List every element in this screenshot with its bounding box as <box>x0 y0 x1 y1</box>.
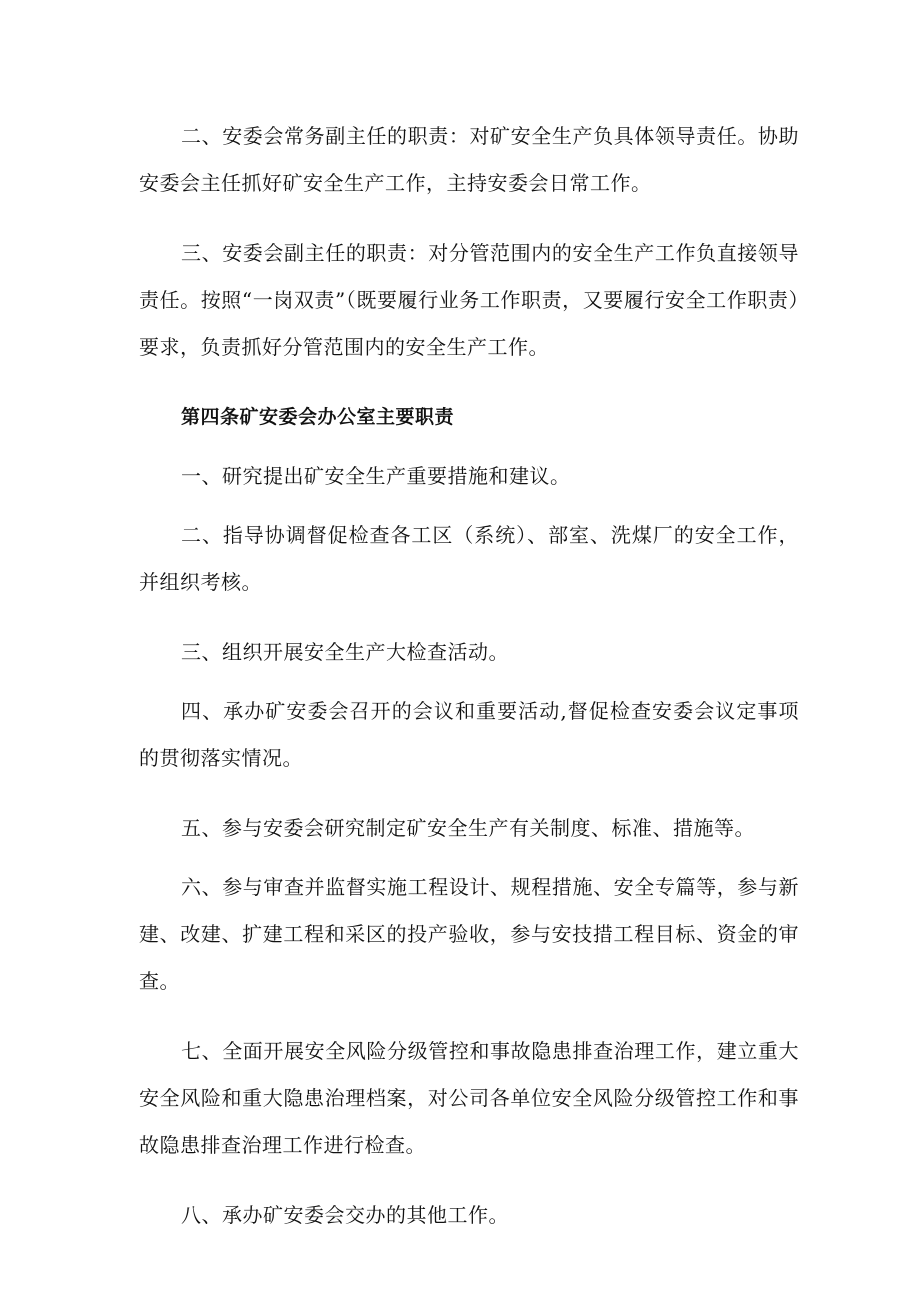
paragraph-duty-6: 六、参与审查并监督实施工程设计、规程措施、安全专篇等，参与新建、改建、扩建工程和采区的投产验收，参与安技措工程目标、资金的审查。 <box>139 875 799 993</box>
paragraph-duty-5: 五、参与安委会研究制定矿安全生产有关制度、标准、措施等。 <box>181 816 755 840</box>
paragraph-deputy-director: 三、安委会副主任的职责：对分管范围内的安全生产工作负直接领导责任。按照“一岗双责”（既要履行业务工作职责，又要履行安全工作职责）要求，负责抓好分管范围内的安全生产工作。 <box>139 241 799 359</box>
paragraph-duty-1: 一、研究提出矿安全生产重要措施和建议。 <box>181 464 571 488</box>
section-heading-article-4: 第四条矿安委会办公室主要职责 <box>181 406 455 428</box>
paragraph-deputy-director-executive: 二、安委会常务副主任的职责：对矿安全生产负具体领导责任。协助安委会主任抓好矿安全生产工作，主持安委会日常工作。 <box>139 124 799 195</box>
document-body <box>139 113 799 1251</box>
paragraph-duty-4: 四、承办矿安委会召开的会议和重要活动,督促检查安委会议定事项的贯彻落实情况。 <box>139 699 799 770</box>
paragraph-duty-3: 三、组织开展安全生产大检查活动。 <box>181 640 509 664</box>
paragraph-duty-7: 七、全面开展安全风险分级管控和事故隐患排查治理工作，建立重大安全风险和重大隐患治理档案，对公司各单位安全风险分级管控工作和事故隐患排查治理工作进行检查。 <box>139 1039 799 1157</box>
paragraph-duty-8: 八、承办矿安委会交办的其他工作。 <box>181 1203 509 1227</box>
paragraph-duty-2: 二、指导协调督促检查各工区（系统）、部室、洗煤厂的安全工作，并组织考核。 <box>139 523 799 594</box>
